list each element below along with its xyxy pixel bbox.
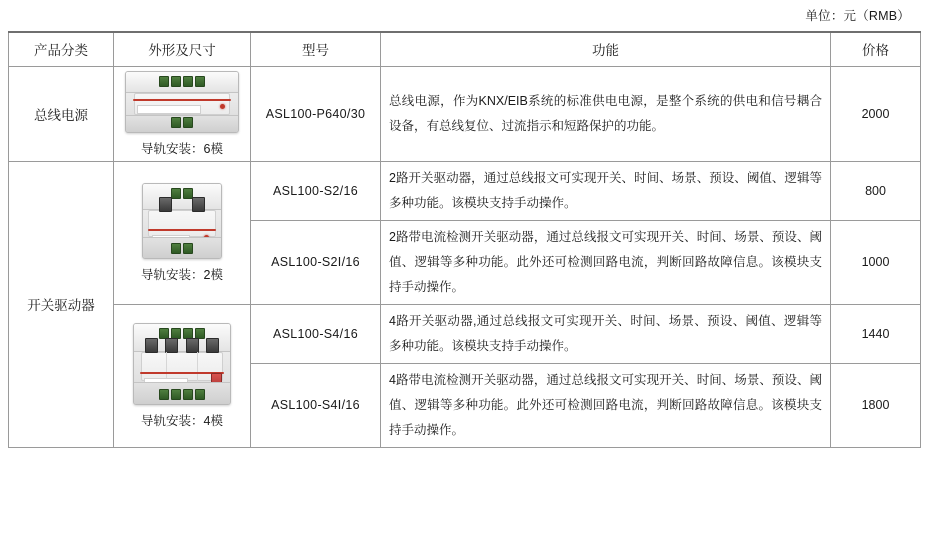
price-cell: 1000 — [831, 220, 921, 304]
shape-caption: 导轨安装：6模 — [141, 141, 223, 156]
column-header-price: 价格 — [831, 32, 921, 66]
shape-caption: 导轨安装：2模 — [141, 267, 223, 282]
function-cell: 4路开关驱动器,通过总线报文可实现开关、时间、场景、预设、阈值、逻辑等多种功能。该模块支持手动操作。 — [381, 304, 831, 363]
function-cell: 4路带电流检测开关驱动器，通过总线报文可实现开关、时间、场景、预设、阈值、逻辑等多种功能。此外还可检测回路电流，判断回路故障信息。该模块支持手动操作。 — [381, 363, 831, 447]
model-cell: ASL100-P640/30 — [251, 66, 381, 161]
model-cell: ASL100-S4/16 — [251, 304, 381, 363]
column-header-shape-size: 外形及尺寸 — [114, 32, 251, 66]
shape-cell — [114, 304, 251, 447]
function-cell: 总线电源，作为KNX/EIB系统的标准供电电源，是整个系统的供电和信号耦合设备，有总线复位、过流指示和短路保护的功能。 — [381, 66, 831, 161]
function-cell: 2路开关驱动器，通过总线报文可实现开关、时间、场景、预设、阈值、逻辑等多种功能。该模块支持手动操作。 — [381, 161, 831, 220]
table-row — [9, 161, 921, 220]
table-row — [9, 304, 921, 363]
table-header-row — [9, 32, 921, 66]
model-cell: ASL100-S2I/16 — [251, 220, 381, 304]
column-header-model: 型号 — [251, 32, 381, 66]
category-cell: 总线电源 — [9, 66, 114, 161]
model-cell: ASL100-S2/16 — [251, 161, 381, 220]
shape-cell — [114, 161, 251, 304]
product-spec-table — [8, 31, 921, 448]
category-cell: 开关驱动器 — [9, 161, 114, 447]
column-header-function: 功能 — [381, 32, 831, 66]
shape-caption: 导轨安装：4模 — [141, 413, 223, 428]
din-rail-2-module-switch-actuator-icon — [142, 183, 222, 259]
price-cell: 800 — [831, 161, 921, 220]
price-cell: 1800 — [831, 363, 921, 447]
unit-note: 单位：元（RMB） — [805, 9, 910, 23]
price-cell: 2000 — [831, 66, 921, 161]
price-cell: 1440 — [831, 304, 921, 363]
din-rail-4-module-switch-actuator-icon — [133, 323, 231, 405]
din-rail-power-supply-module-icon — [125, 71, 239, 133]
table-row — [9, 66, 921, 161]
model-cell: ASL100-S4I/16 — [251, 363, 381, 447]
function-cell: 2路带电流检测开关驱动器，通过总线报文可实现开关、时间、场景、预设、阈值、逻辑等多种功能。此外还可检测回路电流，判断回路故障信息。该模块支持手动操作。 — [381, 220, 831, 304]
shape-cell — [114, 66, 251, 161]
column-header-category: 产品分类 — [9, 32, 114, 66]
